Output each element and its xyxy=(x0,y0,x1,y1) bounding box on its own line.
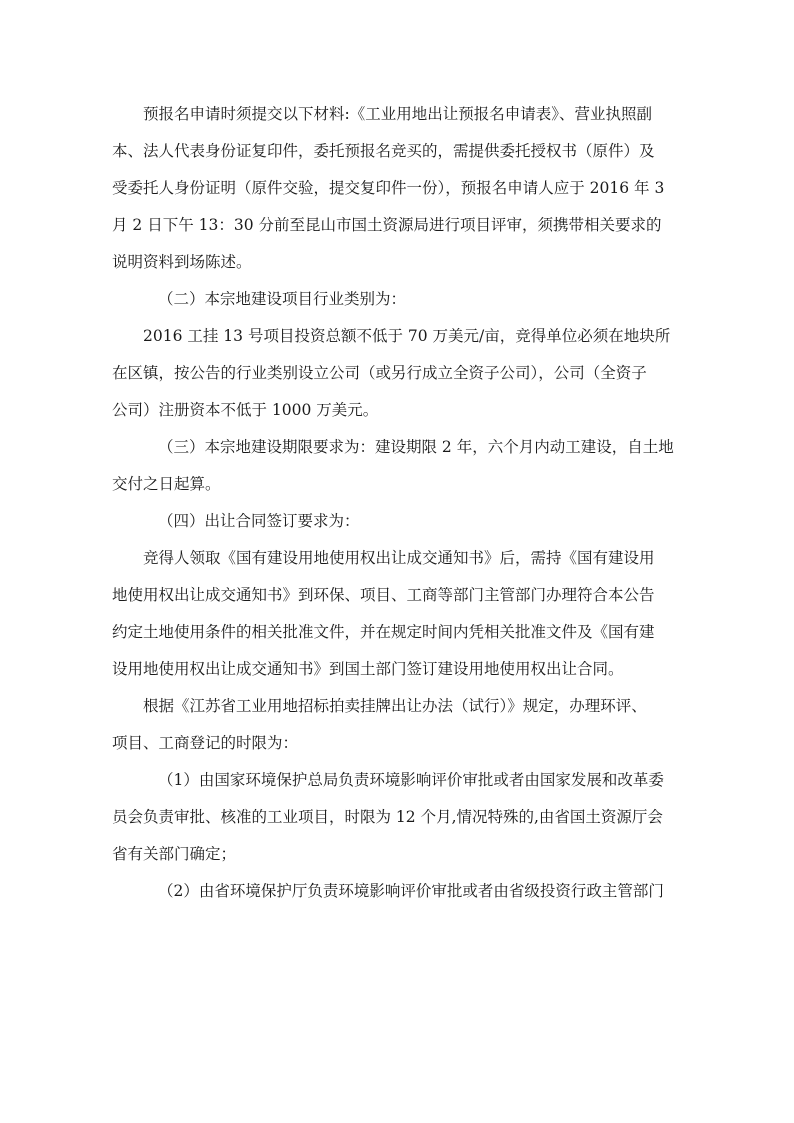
text-line: 约定土地使用条件的相关批准文件，并在规定时间内凭相关批准文件及《国有建 xyxy=(112,623,655,641)
section-heading-2 xyxy=(112,281,678,318)
paragraph-materials xyxy=(112,96,678,281)
paragraph-item-1 xyxy=(112,762,678,873)
text-line: （1）由国家环境保护总局负责环境影响评价审批或者由国家发展和改革委 xyxy=(158,771,664,789)
text-line: 在区镇，按公告的行业类别设立公司（或另行成立全资子公司），公司（全资子 xyxy=(112,364,647,382)
text-line: 公司）注册资本不低于 1000 万美元。 xyxy=(112,401,379,419)
document-body xyxy=(112,96,678,910)
text-line: 省有关部门确定； xyxy=(112,845,237,863)
text-line: 交付之日起算。 xyxy=(112,475,221,493)
text-line: （四）出让合同签订要求为： xyxy=(158,512,360,530)
text-line: 项目、工商登记的时限为： xyxy=(112,734,299,752)
paragraph-section-3 xyxy=(112,429,678,503)
text-line: 说明资料到场陈述。 xyxy=(112,253,252,271)
paragraph-section-2 xyxy=(112,318,678,429)
text-line: （三）本宗地建设期限要求为：建设期限 2 年，六个月内动工建设，自土地 xyxy=(158,438,674,456)
text-line: （2）由省环境保护厅负责环境影响评价审批或者由省级投资行政主管部门 xyxy=(158,882,664,900)
paragraph-item-2 xyxy=(112,873,678,910)
paragraph-regulation xyxy=(112,688,678,762)
paragraph-section-4 xyxy=(112,540,678,688)
text-line: 根据《江苏省工业用地招标拍卖挂牌出让办法（试行）》规定，办理环评、 xyxy=(143,697,647,715)
text-line: 预报名申请时须提交以下材料:《工业用地出让预报名申请表》、营业执照副 xyxy=(143,105,652,123)
text-line: 本、法人代表身份证复印件，委托预报名竞买的，需提供委托授权书（原件）及 xyxy=(112,142,655,160)
text-line: 设用地使用权出让成交通知书》到国土部门签订建设用地使用权出让合同。 xyxy=(112,660,624,678)
section-heading-4 xyxy=(112,503,678,540)
text-line: 月 2 日下午 13：30 分前至昆山市国土资源局进行项目评审，须携带相关要求的 xyxy=(112,216,662,234)
text-line: （二）本宗地建设项目行业类别为： xyxy=(158,290,407,308)
text-line: 受委托人身份证明（原件交验，提交复印件一份），预报名申请人应于 2016 年 3 xyxy=(112,179,665,197)
text-line: 竞得人领取《国有建设用地使用权出让成交通知书》后，需持《国有建设用 xyxy=(143,549,655,567)
text-line: 员会负责审批、核准的工业项目，时限为 12 个月,情况特殊的,由省国土资源厅会 xyxy=(112,808,663,826)
text-line: 2016 工挂 13 号项目投资总额不低于 70 万美元/亩，竞得单位必须在地块所 xyxy=(143,327,671,345)
text-line: 地使用权出让成交通知书》到环保、项目、工商等部门主管部门办理符合本公告 xyxy=(112,586,655,604)
